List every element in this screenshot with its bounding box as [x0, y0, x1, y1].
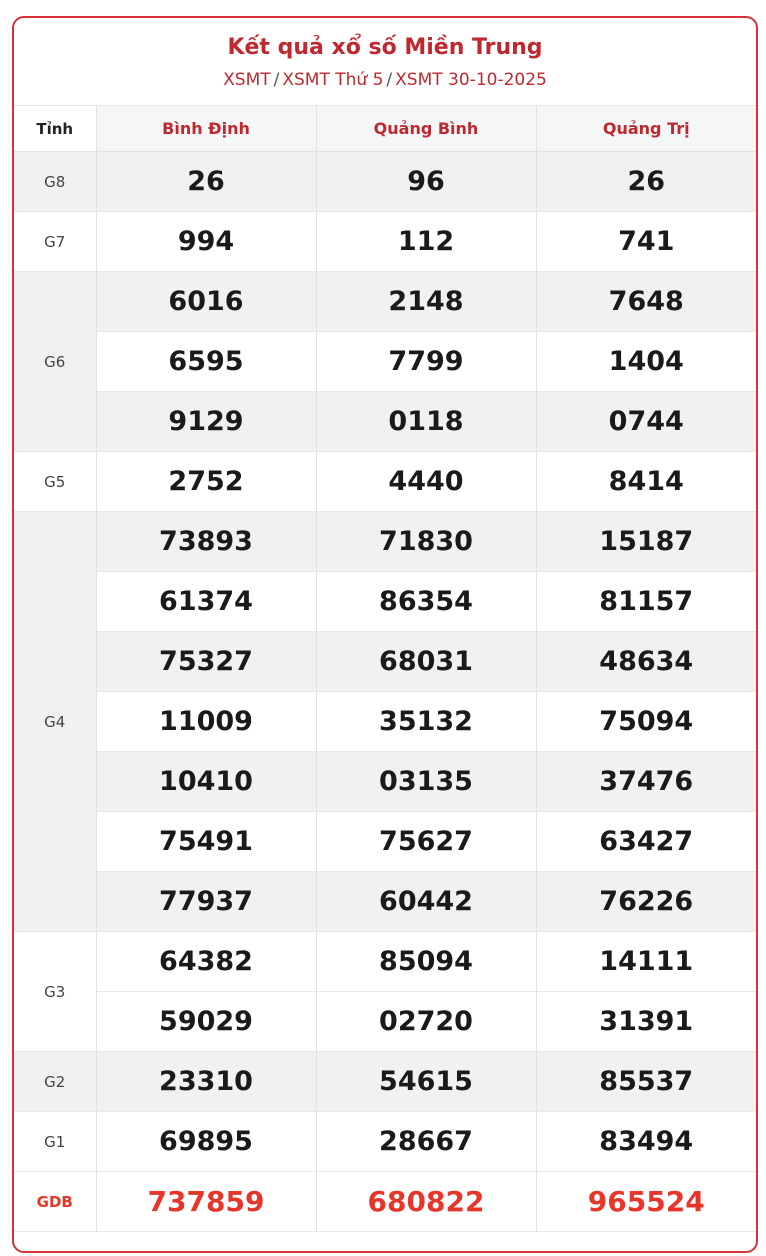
prize-label: G2 — [14, 1052, 96, 1112]
column-header-province-label: Tỉnh — [14, 106, 96, 152]
prize-number: 2752 — [96, 452, 316, 512]
table-row — [14, 992, 756, 1052]
table-row — [14, 512, 756, 572]
table-row — [14, 1112, 756, 1172]
results-header — [14, 18, 756, 106]
table-row — [14, 152, 756, 212]
breadcrumb-xsmt-thu5[interactable]: XSMT Thứ 5 — [282, 70, 384, 90]
prize-number: 69895 — [96, 1112, 316, 1172]
prize-number: 8414 — [536, 452, 756, 512]
prize-label: G4 — [14, 512, 96, 932]
prize-number: 28667 — [316, 1112, 536, 1172]
prize-number: 77937 — [96, 872, 316, 932]
prize-number: 59029 — [96, 992, 316, 1052]
prize-number: 6016 — [96, 272, 316, 332]
prize-number: 31391 — [536, 992, 756, 1052]
prize-number: 11009 — [96, 692, 316, 752]
prize-number: 15187 — [536, 512, 756, 572]
prize-number: 6595 — [96, 332, 316, 392]
prize-number: 81157 — [536, 572, 756, 632]
prize-label: G6 — [14, 272, 96, 452]
table-row — [14, 392, 756, 452]
prize-number: 10410 — [96, 752, 316, 812]
prize-label: G7 — [14, 212, 96, 272]
prize-number: 26 — [96, 152, 316, 212]
results-body — [14, 152, 756, 1232]
table-row — [14, 452, 756, 512]
table-row — [14, 272, 756, 332]
prize-number: 64382 — [96, 932, 316, 992]
prize-number: 48634 — [536, 632, 756, 692]
table-row — [14, 1052, 756, 1112]
prize-number: 86354 — [316, 572, 536, 632]
prize-number: 73893 — [96, 512, 316, 572]
prize-number: 75627 — [316, 812, 536, 872]
prize-label: G5 — [14, 452, 96, 512]
prize-number: 0118 — [316, 392, 536, 452]
prize-number: 71830 — [316, 512, 536, 572]
results-card — [12, 16, 758, 1253]
prize-number: 4440 — [316, 452, 536, 512]
prize-number: 75327 — [96, 632, 316, 692]
prize-number: 9129 — [96, 392, 316, 452]
prize-number: 85094 — [316, 932, 536, 992]
table-row — [14, 932, 756, 992]
table-row — [14, 632, 756, 692]
prize-number: 7648 — [536, 272, 756, 332]
prize-number: 63427 — [536, 812, 756, 872]
prize-number: 54615 — [316, 1052, 536, 1112]
breadcrumb — [14, 69, 756, 91]
prize-number: 112 — [316, 212, 536, 272]
prize-number: 7799 — [316, 332, 536, 392]
table-row — [14, 1172, 756, 1232]
column-header-quang-binh[interactable]: Quảng Bình — [316, 106, 536, 152]
prize-number: 60442 — [316, 872, 536, 932]
prize-number: 23310 — [96, 1052, 316, 1112]
prize-number: 37476 — [536, 752, 756, 812]
prize-number: 1404 — [536, 332, 756, 392]
prize-number: 75094 — [536, 692, 756, 752]
prize-number: 2148 — [316, 272, 536, 332]
column-header-binh-dinh[interactable]: Bình Định — [96, 106, 316, 152]
prize-number: 994 — [96, 212, 316, 272]
prize-number: 741 — [536, 212, 756, 272]
prize-number: 680822 — [316, 1172, 536, 1232]
prize-label: G3 — [14, 932, 96, 1052]
table-row — [14, 812, 756, 872]
prize-number: 83494 — [536, 1112, 756, 1172]
prize-number: 26 — [536, 152, 756, 212]
table-row — [14, 572, 756, 632]
prize-number: 03135 — [316, 752, 536, 812]
prize-number: 737859 — [96, 1172, 316, 1232]
page-title: Kết quả xổ số Miền Trung — [227, 35, 543, 60]
prize-number: 96 — [316, 152, 536, 212]
breadcrumb-xsmt[interactable]: XSMT — [223, 70, 271, 90]
prize-number: 61374 — [96, 572, 316, 632]
table-header-row — [14, 106, 756, 152]
breadcrumb-xsmt-date[interactable]: XSMT 30-10-2025 — [395, 70, 547, 90]
table-row — [14, 752, 756, 812]
prize-number: 76226 — [536, 872, 756, 932]
prize-label: GDB — [14, 1172, 96, 1232]
prize-number: 0744 — [536, 392, 756, 452]
prize-number: 68031 — [316, 632, 536, 692]
table-row — [14, 332, 756, 392]
prize-label: G1 — [14, 1112, 96, 1172]
prize-number: 75491 — [96, 812, 316, 872]
prize-label: G8 — [14, 152, 96, 212]
breadcrumb-separator: / — [386, 70, 393, 90]
prize-number: 14111 — [536, 932, 756, 992]
table-row — [14, 212, 756, 272]
prize-number: 965524 — [536, 1172, 756, 1232]
prize-number: 35132 — [316, 692, 536, 752]
prize-number: 85537 — [536, 1052, 756, 1112]
breadcrumb-separator: / — [273, 70, 280, 90]
results-table — [14, 106, 756, 1232]
table-row — [14, 872, 756, 932]
table-row — [14, 692, 756, 752]
column-header-quang-tri[interactable]: Quảng Trị — [536, 106, 756, 152]
prize-number: 02720 — [316, 992, 536, 1052]
